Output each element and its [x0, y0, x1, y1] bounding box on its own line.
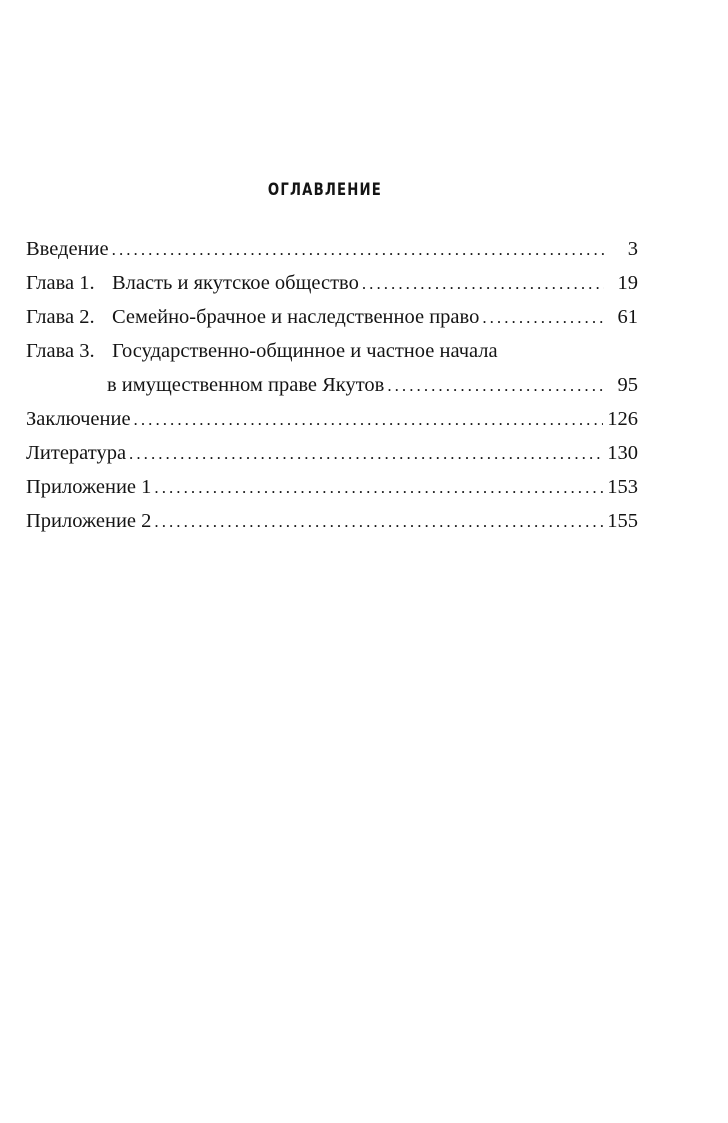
toc-entry-title: Заключение	[26, 408, 131, 430]
toc-entry-title: Приложение 2	[26, 510, 152, 532]
toc-entry-page: 61	[617, 306, 638, 328]
toc-entry-page: 3	[627, 238, 638, 260]
toc-entry-prefix: Глава 1.	[26, 272, 95, 294]
toc-entry-conclusion	[26, 402, 638, 436]
toc-entry-page: 126	[607, 408, 638, 430]
toc-entry-title: Власть и якутское общество	[112, 272, 359, 294]
toc-entry-title: Приложение 1	[26, 476, 152, 498]
toc-entry-title: Литература	[26, 442, 127, 464]
toc-leader-dots	[129, 437, 603, 471]
toc-heading: ОГЛАВЛЕНИЕ	[267, 180, 383, 200]
toc-entry-page: 19	[617, 272, 638, 294]
toc-entry-page: 95	[617, 374, 638, 396]
toc-entry-title: Введение	[26, 238, 109, 260]
toc-leader-dots	[154, 505, 603, 539]
toc-leader-dots	[154, 471, 603, 505]
toc-leader-dots	[482, 301, 604, 335]
toc-entry-chapter-1	[26, 266, 638, 300]
toc-entry-appendix-2	[26, 504, 638, 538]
toc-entry-title-continued: в имущественном праве Якутов	[107, 374, 385, 396]
toc-list	[26, 232, 638, 538]
toc-leader-dots	[362, 267, 604, 301]
toc-entry-chapter-3-line-1	[26, 334, 638, 368]
toc-entry-prefix: Глава 2.	[26, 306, 95, 328]
toc-leader-dots	[134, 403, 604, 437]
toc-entry-chapter-2	[26, 300, 638, 334]
toc-entry-title: Семейно-брачное и наследственное право	[112, 306, 480, 328]
toc-entry-introduction	[26, 232, 638, 266]
toc-leader-dots	[112, 233, 604, 267]
toc-entry-page: 153	[607, 476, 638, 498]
toc-entry-appendix-1	[26, 470, 638, 504]
toc-entry-literature	[26, 436, 638, 470]
toc-leader-dots	[387, 369, 604, 403]
toc-entry-chapter-3-line-2	[26, 368, 638, 402]
toc-entry-title: Государственно-общинное и частное начала	[112, 340, 498, 362]
toc-entry-page: 155	[607, 510, 638, 532]
toc-entry-prefix: Глава 3.	[26, 340, 95, 362]
toc-entry-page: 130	[607, 442, 638, 464]
